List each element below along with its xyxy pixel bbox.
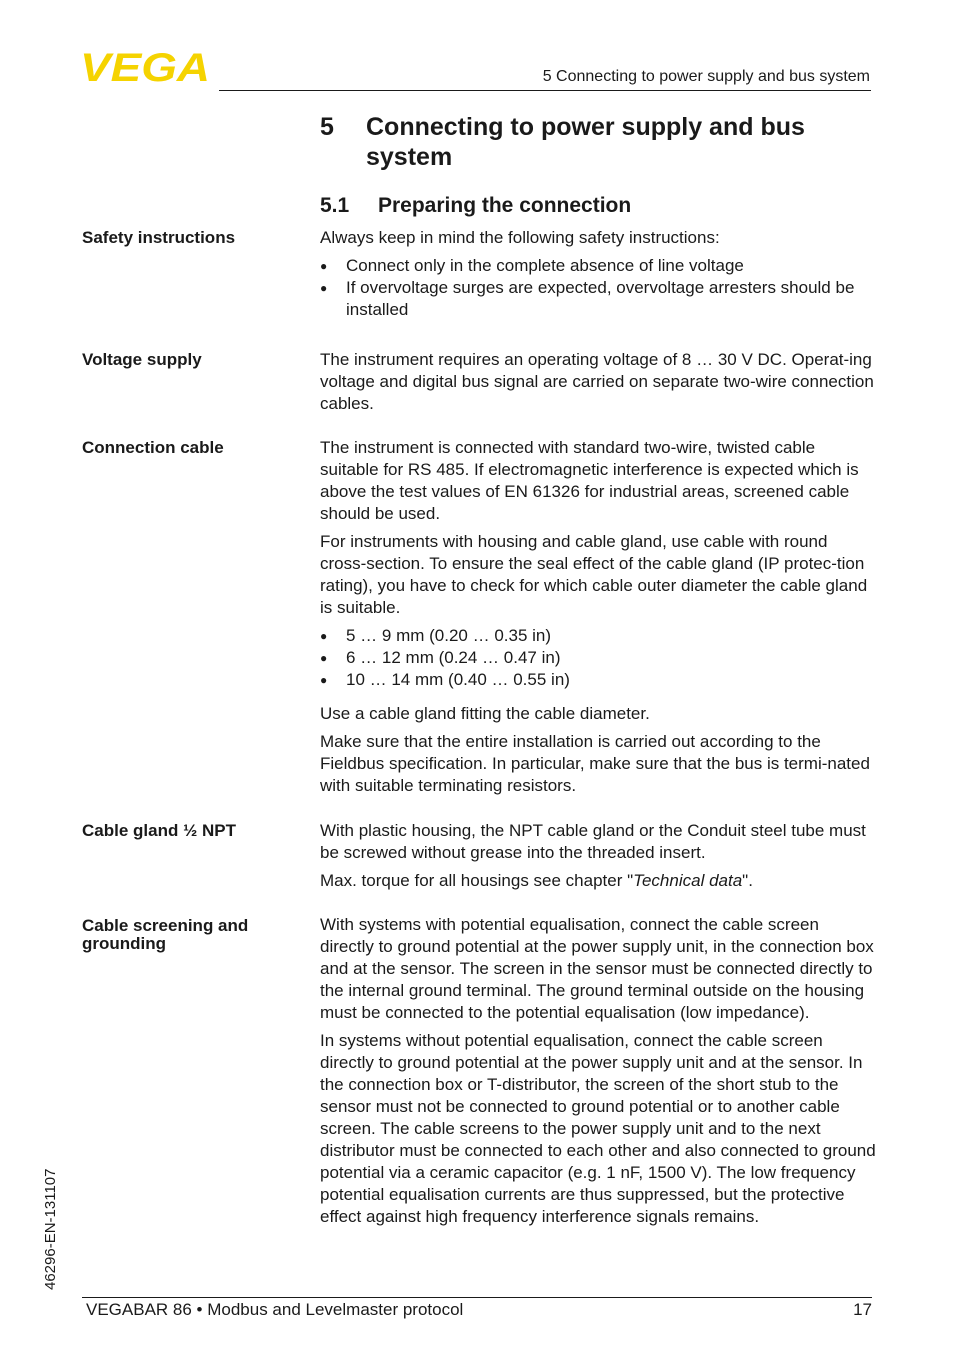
cable-paragraph-3: Use a cable gland fitting the cable diameter.: [320, 704, 650, 723]
list-item: ● If overvoltage surges are expected, overvoltage arresters should be installed: [320, 277, 876, 321]
gland-block: [320, 820, 876, 898]
document-number: 46296-EN-131107: [42, 1168, 59, 1290]
screening-paragraph-1: With systems with potential equalisation, connect the cable screen directly to ground potential at the power supply unit, in the connection box and at the sensor. The screen in the sensor must be connected directly to the internal ground terminal. The ground terminal outside on the housing must be connected to the potential equalisation (low impedance).: [320, 915, 874, 1022]
header-divider: [219, 90, 871, 91]
list-item: ● 5 … 9 mm (0.20 … 0.35 in): [320, 625, 876, 647]
chapter-heading: [320, 112, 860, 172]
technical-data-reference: Technical data: [633, 871, 743, 890]
footer-product: VEGABAR 86 • Modbus and Levelmaster protocol: [86, 1300, 464, 1319]
chapter-title: Connecting to power supply and bus system: [366, 113, 805, 171]
gland-paragraph-2: [320, 870, 876, 892]
list-item: ● 10 … 14 mm (0.40 … 0.55 in): [320, 669, 876, 691]
safety-intro: Always keep in mind the following safety instructions:: [320, 228, 720, 247]
chapter-number: 5: [320, 113, 334, 141]
section-number: 5.1: [320, 194, 350, 217]
cable-block: [320, 437, 876, 803]
label-cable-screening: Cable screening and grounding: [82, 916, 249, 953]
cable-paragraph-4: Make sure that the entire installation is carried out according to the Fieldbus specification. In particular, make sure that the bus is termi-nated with suitable terminating resistors.: [320, 732, 870, 795]
gland-p2-pre: Max. torque for all housings see chapter ": [320, 871, 634, 890]
logo-text: VEGA: [80, 48, 210, 84]
list-item: ● Connect only in the complete absence of line voltage: [320, 255, 876, 277]
voltage-text: The instrument requires an operating voltage of 8 … 30 V DC. Operat-ing voltage and digital bus signal are carried on separate two-wire connection cables.: [320, 350, 874, 413]
list-item: ● 6 … 12 mm (0.24 … 0.47 in): [320, 647, 876, 669]
cable-paragraph-2: For instruments with housing and cable gland, use cable with round cross-section. To ensure the seal effect of the cable gland (IP protec-tion rating), you have to check for which cable outer diameter the cable gland is suitable.: [320, 532, 868, 617]
screening-block: [320, 914, 876, 1234]
safety-block: [320, 227, 876, 327]
section-title: Preparing the connection: [378, 194, 632, 217]
label-cable-gland: Cable gland ½ NPT: [82, 821, 236, 840]
screening-paragraph-2: In systems without potential equalisation, connect the cable screen directly to ground potential at the power supply unit and at the sensor. In the connection box or T-distributor, the screen of the short stub to the sensor must not be connected to ground potential or to another cable screen. The cable screens to the power supply unit and to the next distributor must be connected to each other and also connected to ground potential via a ceramic capacitor (e.g. 1 nF, 1500 V). The low frequency potential equalisation currents are thus suppressed, but the protective effect against high frequency interference signals remains.: [320, 1031, 876, 1226]
gland-p2-post: ".: [742, 871, 753, 890]
page-number: 17: [853, 1300, 872, 1319]
safety-list: [320, 255, 876, 321]
label-safety-instructions: Safety instructions: [82, 228, 236, 247]
cable-diameter-list: [320, 625, 876, 691]
gland-paragraph-1: With plastic housing, the NPT cable gland or the Conduit steel tube must be screwed without grease into the threaded insert.: [320, 821, 866, 862]
footer-divider: [82, 1297, 872, 1298]
label-voltage-supply: Voltage supply: [82, 350, 202, 369]
cable-paragraph-1: The instrument is connected with standard two-wire, twisted cable suitable for RS 485. If electromagnetic interference is expected which is above the test values of EN 61326 for industrial areas, screened cable should be used.: [320, 438, 859, 523]
vega-logo: [80, 48, 212, 84]
section-heading: [320, 194, 631, 218]
voltage-block: [320, 349, 876, 421]
running-header: 5 Connecting to power supply and bus system: [542, 68, 870, 85]
label-connection-cable: Connection cable: [82, 438, 224, 457]
